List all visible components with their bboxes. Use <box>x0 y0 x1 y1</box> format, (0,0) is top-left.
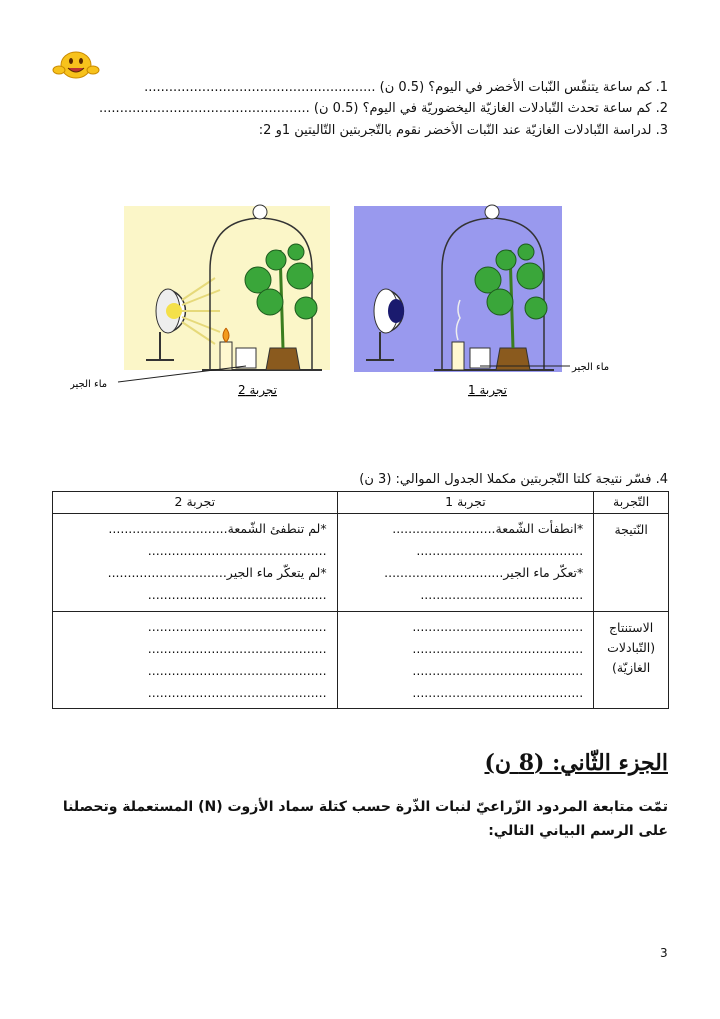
question-number: 1. <box>655 80 668 95</box>
result-exp2-line: *لم تنطفئ الشّمعة.............................. <box>108 521 327 536</box>
conclusion-exp1-line: ........................................... <box>412 663 584 678</box>
conclusion-label-line: الاستنتاج <box>608 620 654 635</box>
table-header-exp1: تجربة 1 <box>337 492 594 514</box>
conclusion-exp2-line: ............................................. <box>147 663 327 678</box>
page-number: 3 <box>660 946 668 960</box>
result-exp2-line: ............................................. <box>147 543 327 558</box>
result-exp1-cell <box>337 514 594 612</box>
experiment-1-label: تجربة 1 <box>468 383 507 397</box>
conclusion-exp1-line: ........................................... <box>412 641 584 656</box>
experiment-2-label: تجربة 2 <box>238 383 277 397</box>
question-2 <box>99 101 668 116</box>
result-exp2-line: *لم يتعكّر ماء الجير.............................. <box>107 565 327 580</box>
question-number: 2. <box>655 101 668 116</box>
question-number: 4. <box>655 472 668 487</box>
question-number: 3. <box>655 123 668 138</box>
result-label: النّتيجة <box>594 514 669 612</box>
part-2-title: الجزء الثّاني: (8 ن) <box>484 750 668 776</box>
question-text: فسّر نتيجة كلتا التّجربتين مكملا الجدول الموالي: (3 ن) <box>359 472 652 487</box>
result-exp2-line: ............................................. <box>147 587 327 602</box>
smiley-icon <box>52 48 100 80</box>
question-1 <box>144 80 668 95</box>
conclusion-exp2-line: ............................................. <box>147 619 327 634</box>
question-text: لدراسة التّبادلات الغازيّة عند النّبات الأخضر نقوم بالتّجربتين التّاليتين 1و 2: <box>258 123 652 138</box>
table-header-label: التّجربة <box>594 492 669 514</box>
result-exp1-line: *تعكّر ماء الجير.............................. <box>384 565 584 580</box>
limewater-label-left: ماء الجير <box>70 379 108 390</box>
question-text: كم ساعة يتنفّس النّبات الأخضر في اليوم؟ (0.5 ن) ........................................................ <box>144 80 652 95</box>
experiment-figure <box>70 190 630 410</box>
table-header-exp2: تجربة 2 <box>53 492 338 514</box>
result-exp1-line: *انطفأت الشّمعة.......................... <box>392 521 584 536</box>
conclusion-exp1-cell <box>337 612 594 709</box>
conclusion-exp1-line: ........................................... <box>412 619 584 634</box>
limewater-label-right: ماء الجير <box>572 362 610 373</box>
conclusion-label-line: (التّبادلات <box>607 640 656 655</box>
conclusion-label-line: الغازيّة) <box>612 660 651 675</box>
conclusion-exp1-line: ........................................... <box>412 685 584 700</box>
conclusion-label <box>594 612 669 709</box>
question-3 <box>259 123 668 138</box>
conclusion-exp2-cell <box>53 612 338 709</box>
question-4 <box>359 472 668 487</box>
conclusion-exp2-line: ............................................. <box>147 641 327 656</box>
result-exp2-cell <box>53 514 338 612</box>
experiment-table <box>52 491 669 709</box>
part-2-paragraph: تمّت متابعة المردود الزّراعيّ لنبات الذّرة حسب كتلة سماد الأزوت (N) المستعملة وتحصلنا على الرسم البياني التالي: <box>62 799 668 839</box>
result-exp1-line: ......................................... <box>420 587 584 602</box>
question-text: كم ساعة تحدث التّبادلات الغازيّة اليخضوريّة في اليوم؟ (0.5 ن) ................................................... <box>99 101 652 116</box>
result-exp1-line: .......................................... <box>416 543 584 558</box>
conclusion-exp2-line: ............................................. <box>147 685 327 700</box>
